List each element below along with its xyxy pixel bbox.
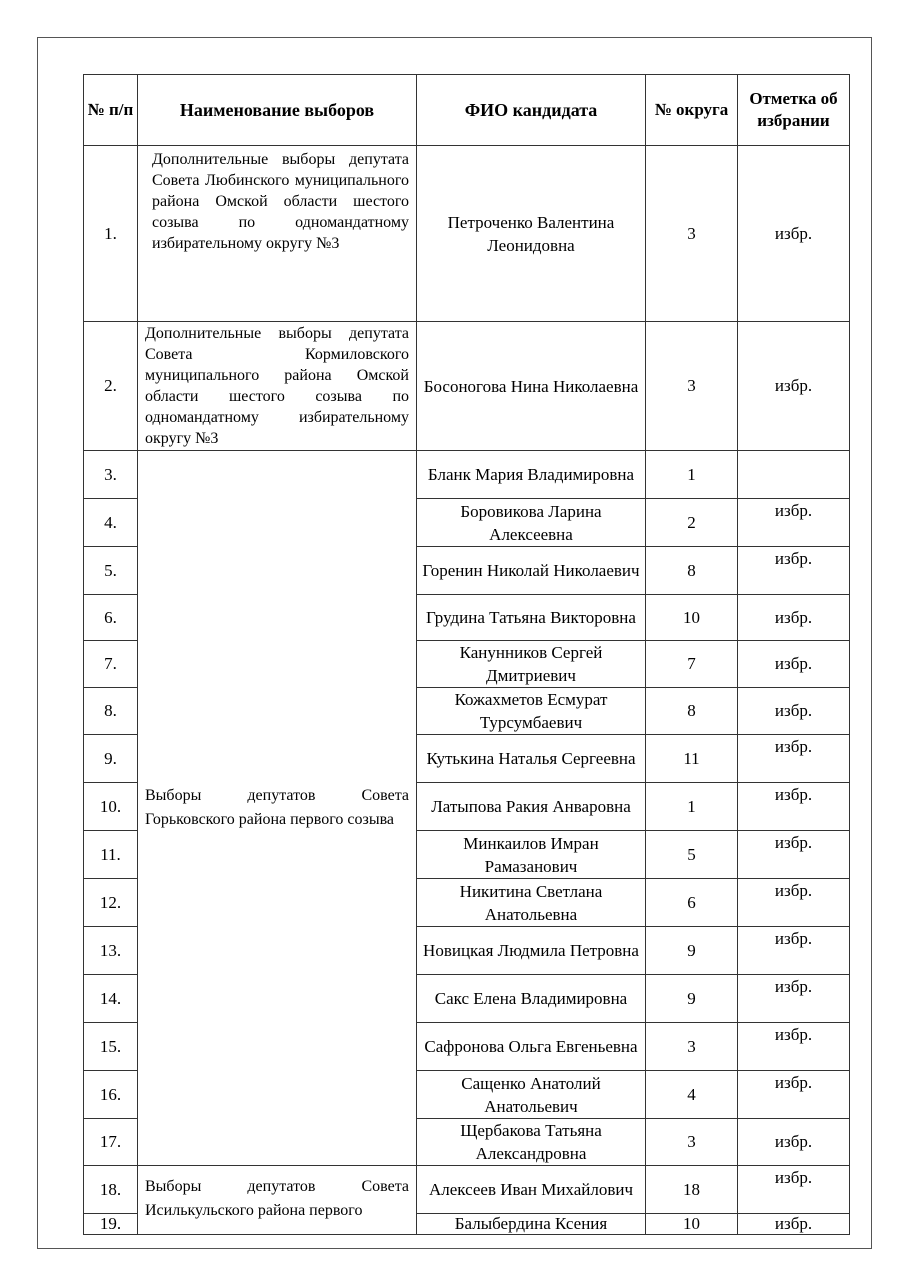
candidate-name: Кутькина Наталья Сергеевна <box>417 735 646 783</box>
elected-mark: избр. <box>738 927 850 975</box>
candidate-name: Кожахметов Есмурат Турсумбаевич <box>417 688 646 735</box>
election-name: Выборы депутатов Совета Горьковского района первого созыва <box>138 451 417 1166</box>
district-number: 7 <box>646 641 738 688</box>
table-row <box>84 1166 850 1214</box>
elected-mark: избр. <box>738 322 850 451</box>
district-number: 6 <box>646 879 738 927</box>
row-number: 6. <box>84 595 138 641</box>
district-number: 5 <box>646 831 738 879</box>
elected-mark: избр. <box>738 735 850 783</box>
candidate-name: Горенин Николай Николаевич <box>417 547 646 595</box>
district-number: 10 <box>646 1214 738 1235</box>
elected-mark: избр. <box>738 879 850 927</box>
district-number: 8 <box>646 547 738 595</box>
elected-mark: избр. <box>738 499 850 547</box>
candidate-name: Балыбердина Ксения <box>417 1214 646 1235</box>
district-number: 11 <box>646 735 738 783</box>
elected-mark: избр. <box>738 831 850 879</box>
row-number: 13. <box>84 927 138 975</box>
district-number: 3 <box>646 322 738 451</box>
elected-mark: избр. <box>738 146 850 322</box>
candidate-name: Алексеев Иван Михайлович <box>417 1166 646 1214</box>
row-number: 10. <box>84 783 138 831</box>
table-row <box>84 146 850 322</box>
election-name: Дополнительные выборы депутата Совета Любинского муниципального района Омской области шестого созыва по одномандатному избирательному округу №3 <box>138 146 417 322</box>
table-row <box>84 451 850 499</box>
district-number: 18 <box>646 1166 738 1214</box>
district-number: 10 <box>646 595 738 641</box>
elections-table <box>83 74 850 1235</box>
district-number: 8 <box>646 688 738 735</box>
row-number: 9. <box>84 735 138 783</box>
row-number: 19. <box>84 1214 138 1235</box>
row-number: 3. <box>84 451 138 499</box>
district-number: 9 <box>646 975 738 1023</box>
district-number: 1 <box>646 783 738 831</box>
header-candidate: ФИО кандидата <box>417 75 646 146</box>
election-name: Выборы депутатов Совета Исилькульского района первого <box>138 1166 417 1235</box>
elected-mark: избр. <box>738 975 850 1023</box>
row-number: 7. <box>84 641 138 688</box>
elected-mark: избр. <box>738 1119 850 1166</box>
header-num: № п/п <box>84 75 138 146</box>
district-number: 3 <box>646 1023 738 1071</box>
district-number: 1 <box>646 451 738 499</box>
candidate-name: Бланк Мария Владимировна <box>417 451 646 499</box>
candidate-name: Грудина Татьяна Викторовна <box>417 595 646 641</box>
row-number: 17. <box>84 1119 138 1166</box>
elected-mark <box>738 451 850 499</box>
candidate-name: Петроченко Валентина Леонидовна <box>417 146 646 322</box>
row-number: 8. <box>84 688 138 735</box>
row-number: 2. <box>84 322 138 451</box>
header-row <box>84 75 850 146</box>
row-number: 12. <box>84 879 138 927</box>
row-number: 16. <box>84 1071 138 1119</box>
candidate-name: Сащенко Анатолий Анатольевич <box>417 1071 646 1119</box>
elected-mark: избр. <box>738 1071 850 1119</box>
row-number: 14. <box>84 975 138 1023</box>
elected-mark: избр. <box>738 1166 850 1214</box>
row-number: 1. <box>84 146 138 322</box>
candidate-name: Латыпова Ракия Анваровна <box>417 783 646 831</box>
candidate-name: Новицкая Людмила Петровна <box>417 927 646 975</box>
table-row <box>84 322 850 451</box>
row-number: 4. <box>84 499 138 547</box>
district-number: 3 <box>646 1119 738 1166</box>
row-number: 18. <box>84 1166 138 1214</box>
candidate-name: Канунников Сергей Дмитриевич <box>417 641 646 688</box>
elected-mark: избр. <box>738 595 850 641</box>
district-number: 9 <box>646 927 738 975</box>
candidate-name: Босоногова Нина Николаевна <box>417 322 646 451</box>
candidate-name: Никитина Светлана Анатольевна <box>417 879 646 927</box>
elected-mark: избр. <box>738 547 850 595</box>
election-name: Дополнительные выборы депутата Совета Кормиловского муниципального района Омской области шестого созыва по одномандатному избирательному округу №3 <box>138 322 417 451</box>
candidate-name: Боровикова Ларина Алексеевна <box>417 499 646 547</box>
header-mark: Отметка об избрании <box>738 75 850 146</box>
elected-mark: избр. <box>738 1023 850 1071</box>
candidate-name: Сакс Елена Владимировна <box>417 975 646 1023</box>
candidate-name: Сафронова Ольга Евгеньевна <box>417 1023 646 1071</box>
district-number: 2 <box>646 499 738 547</box>
row-number: 15. <box>84 1023 138 1071</box>
district-number: 3 <box>646 146 738 322</box>
elected-mark: избр. <box>738 783 850 831</box>
elected-mark: избр. <box>738 641 850 688</box>
header-district: № округа <box>646 75 738 146</box>
elected-mark: избр. <box>738 688 850 735</box>
header-election: Наименование выборов <box>138 75 417 146</box>
elected-mark: избр. <box>738 1214 850 1235</box>
candidate-name: Щербакова Татьяна Александровна <box>417 1119 646 1166</box>
row-number: 11. <box>84 831 138 879</box>
district-number: 4 <box>646 1071 738 1119</box>
candidate-name: Минкаилов Имран Рамазанович <box>417 831 646 879</box>
row-number: 5. <box>84 547 138 595</box>
